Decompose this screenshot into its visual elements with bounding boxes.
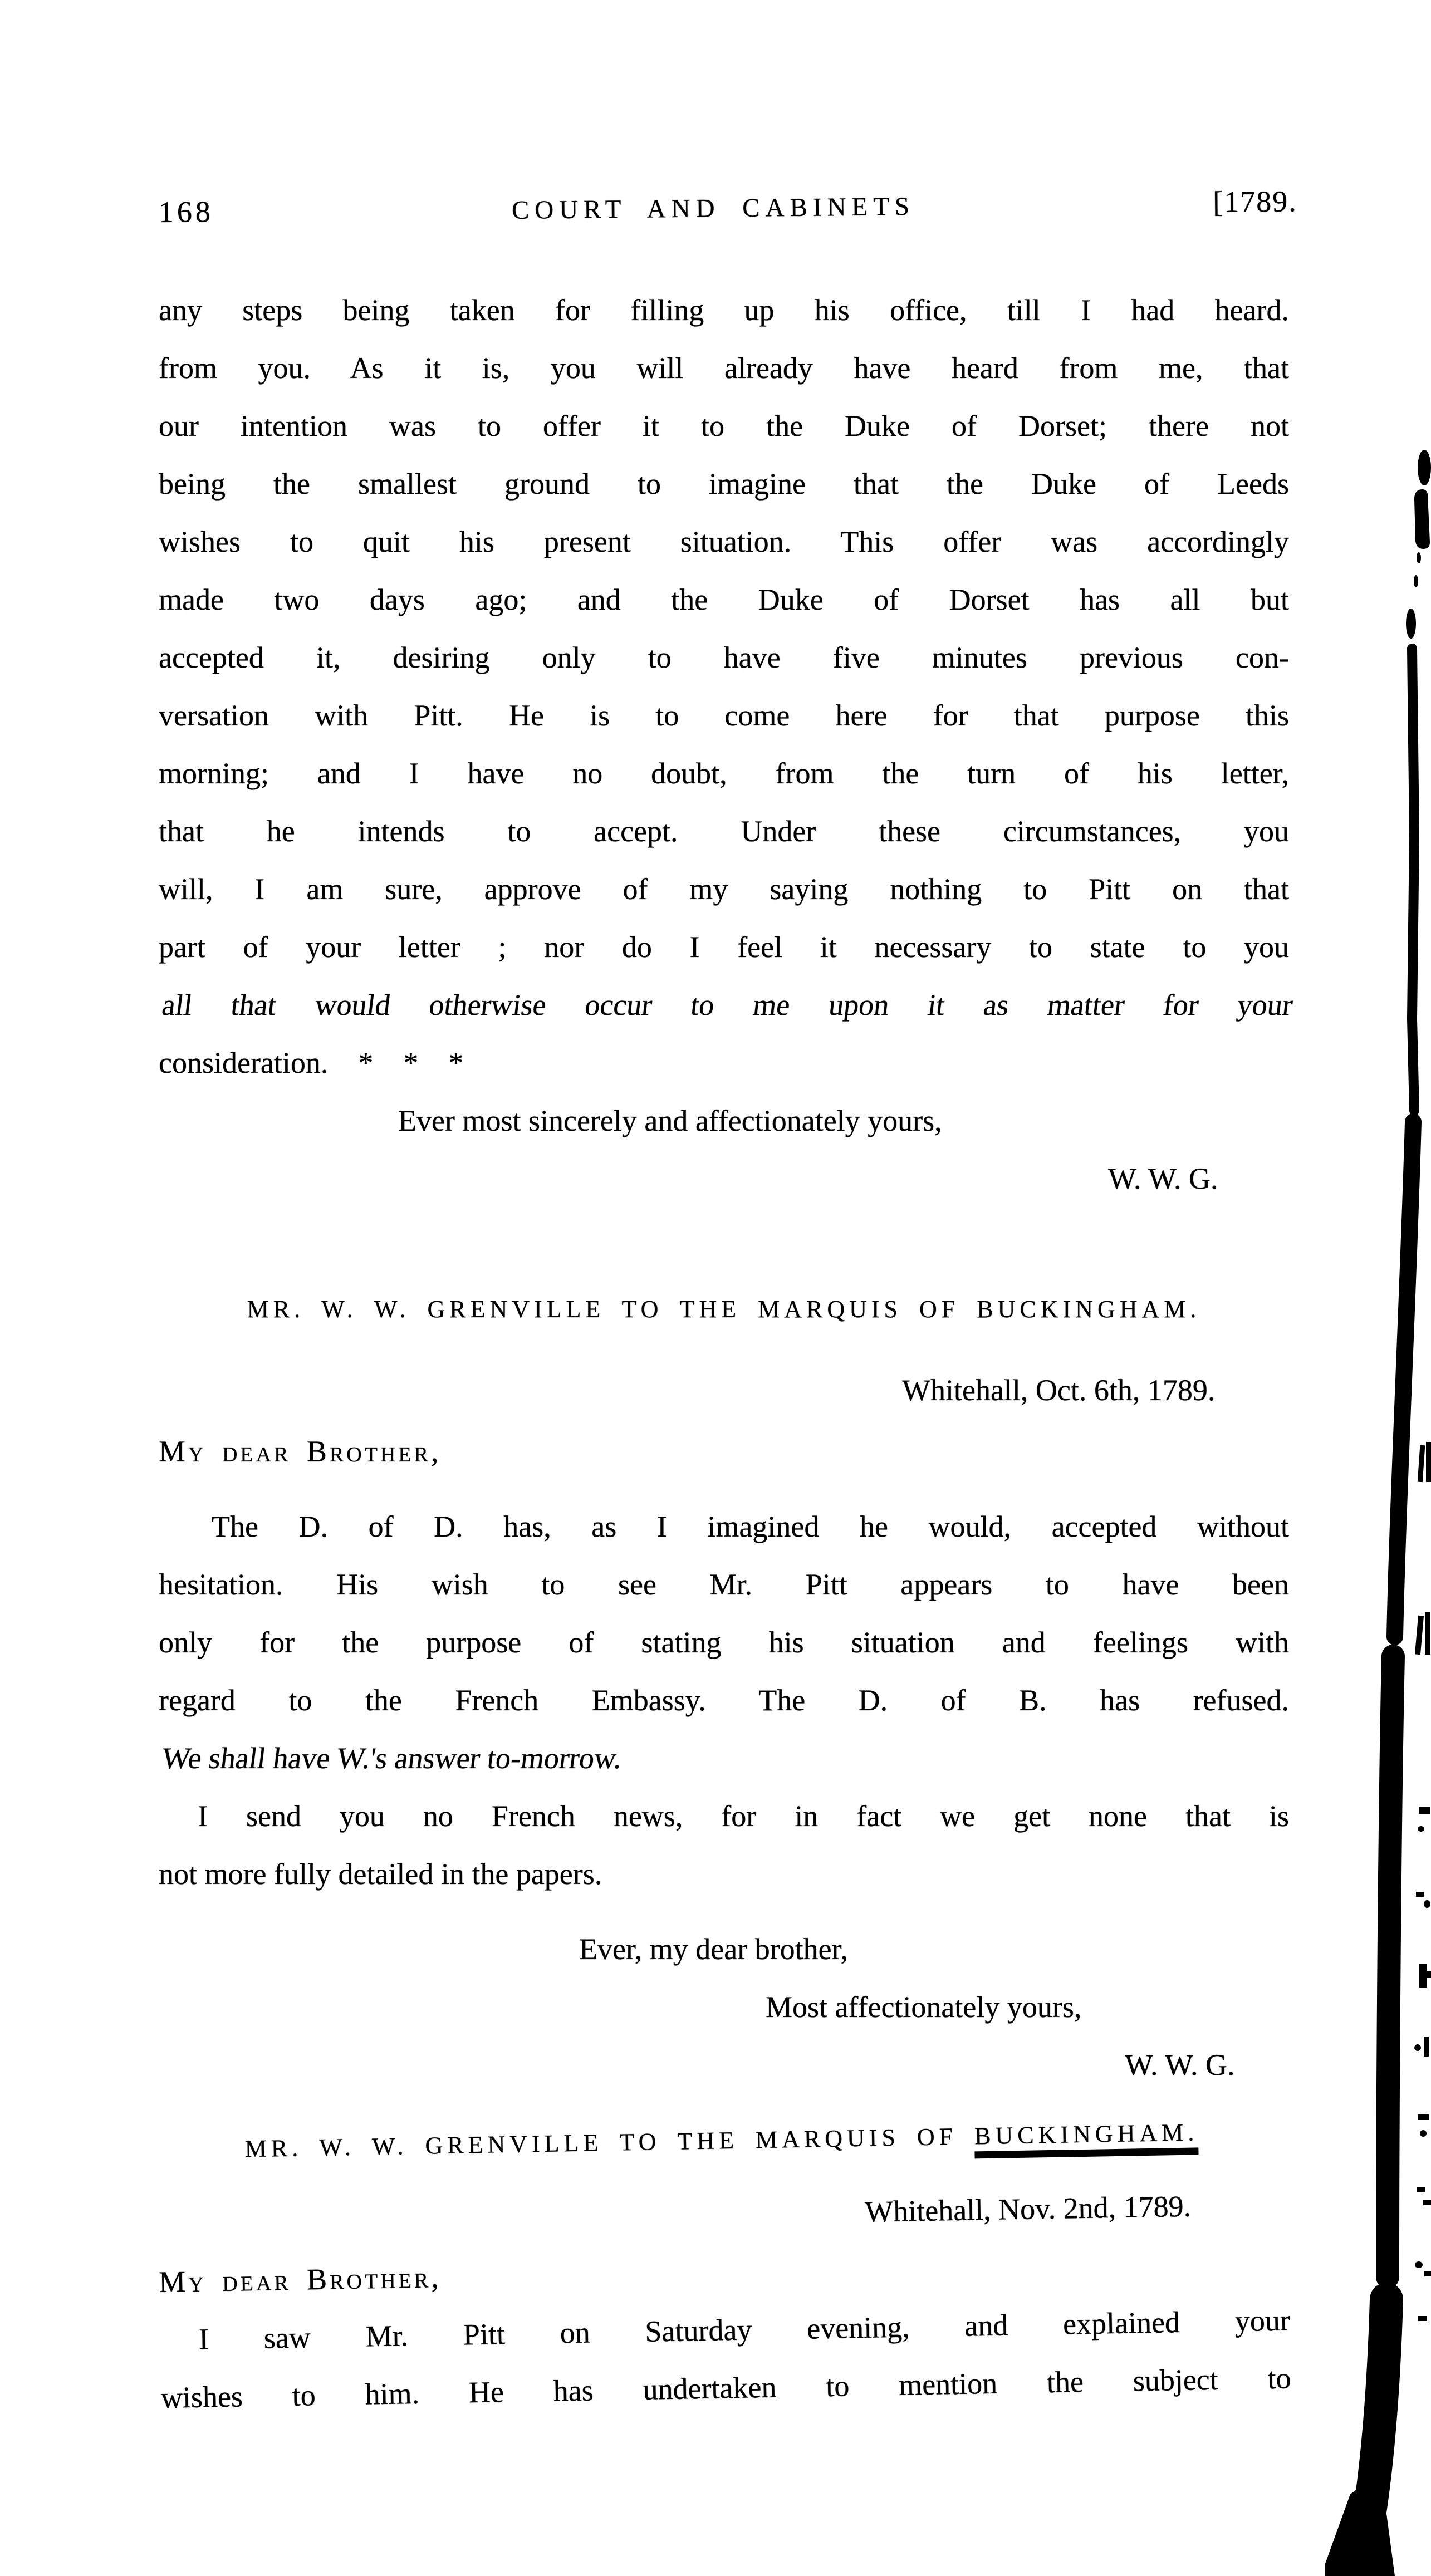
text-line: We shall have W.'s answer to-morrow.	[160, 1741, 624, 1775]
text-line: will, I am sure, approve of my saying nothing to Pitt on that	[159, 872, 1289, 906]
year-label: [1789.	[1212, 184, 1297, 219]
text-line: morning; and I have no doubt, from the turn of his letter,	[159, 757, 1289, 790]
text-line: The D. of D. has, as I imagined he would, accepted without	[212, 1510, 1289, 1543]
closing-line: Ever most sincerely and affectionately yours,	[398, 1104, 942, 1137]
page-header	[158, 184, 1297, 256]
text-line: made two days ago; and the Duke of Dorset has all but	[159, 583, 1289, 616]
text-line: only for the purpose of stating his situation and feelings with	[159, 1626, 1289, 1659]
text-line: I send you no French news, for in fact we get none that is	[198, 1799, 1289, 1833]
dateline: Whitehall, Oct. 6th, 1789.	[902, 1373, 1216, 1407]
letter-heading-underlined-word: BUCKINGHAM.	[974, 2118, 1199, 2158]
binding-shadow-band	[1359, 649, 1414, 2569]
text-line: versation with Pitt. He is to come here for that purpose this	[159, 699, 1289, 732]
salutation: My dear Brother,	[158, 2260, 442, 2299]
text-line: part of your letter ; nor do I feel it necessary to state to you	[159, 930, 1289, 964]
closing-line: Most affectionately yours,	[766, 1990, 1082, 2024]
text-line: being the smallest ground to imagine that the Duke of Leeds	[159, 467, 1289, 501]
dateline: Whitehall, Nov. 2nd, 1789.	[864, 2189, 1192, 2229]
edge-fragments	[1414, 1442, 1431, 2321]
page-number: 168	[158, 195, 214, 229]
signature: W. W. G.	[1108, 1162, 1218, 1195]
text-line: not more fully detailed in the papers.	[159, 1857, 602, 1891]
text-line: accepted it, desiring only to have five minutes previous con-	[159, 641, 1289, 674]
text-line: all that would otherwise occur to me upon it as matter for your	[160, 988, 1295, 1022]
running-title: COURT AND CABINETS	[511, 192, 915, 225]
text-line: wishes to him. He has undertaken to mention the subject to	[160, 2361, 1292, 2415]
signature: W. W. G.	[1125, 2048, 1235, 2082]
page-text-block	[158, 281, 1295, 2427]
scan-artifacts	[1325, 390, 1431, 2576]
salutation: My dear Brother,	[159, 1435, 442, 1468]
text-line: hesitation. His wish to see Mr. Pitt appears to have been	[159, 1568, 1289, 1601]
text-line: wishes to quit his present situation. This offer was accordingly	[159, 525, 1289, 558]
letter-heading	[156, 2102, 1287, 2180]
text-line: I saw Mr. Pitt on Saturday evening, and explained your	[198, 2303, 1291, 2356]
text-line: any steps being taken for filling up his office, till I had heard.	[159, 293, 1289, 327]
letter-heading: MR. W. W. GRENVILLE TO THE MARQUIS OF BUCKINGHAM.	[247, 1296, 1201, 1323]
text-line: from you. As it is, you will already have heard from me, that	[159, 351, 1289, 385]
text-line: our intention was to offer it to the Duke of Dorset; there not	[159, 409, 1289, 443]
heading-spacer	[957, 2122, 975, 2150]
closing-line: Ever, my dear brother,	[579, 1932, 848, 1966]
binding-shadow	[1406, 450, 1431, 639]
text-line-asterisks: consideration. * * *	[159, 1046, 464, 1080]
letter-heading-text: MR. W. W. GRENVILLE TO THE MARQUIS OF	[244, 2122, 958, 2163]
letter-section	[156, 2102, 1291, 2427]
text-line: regard to the French Embassy. The D. of B. has refused.	[159, 1684, 1289, 1717]
text-line: that he intends to accept. Under these circumstances, you	[159, 814, 1289, 848]
